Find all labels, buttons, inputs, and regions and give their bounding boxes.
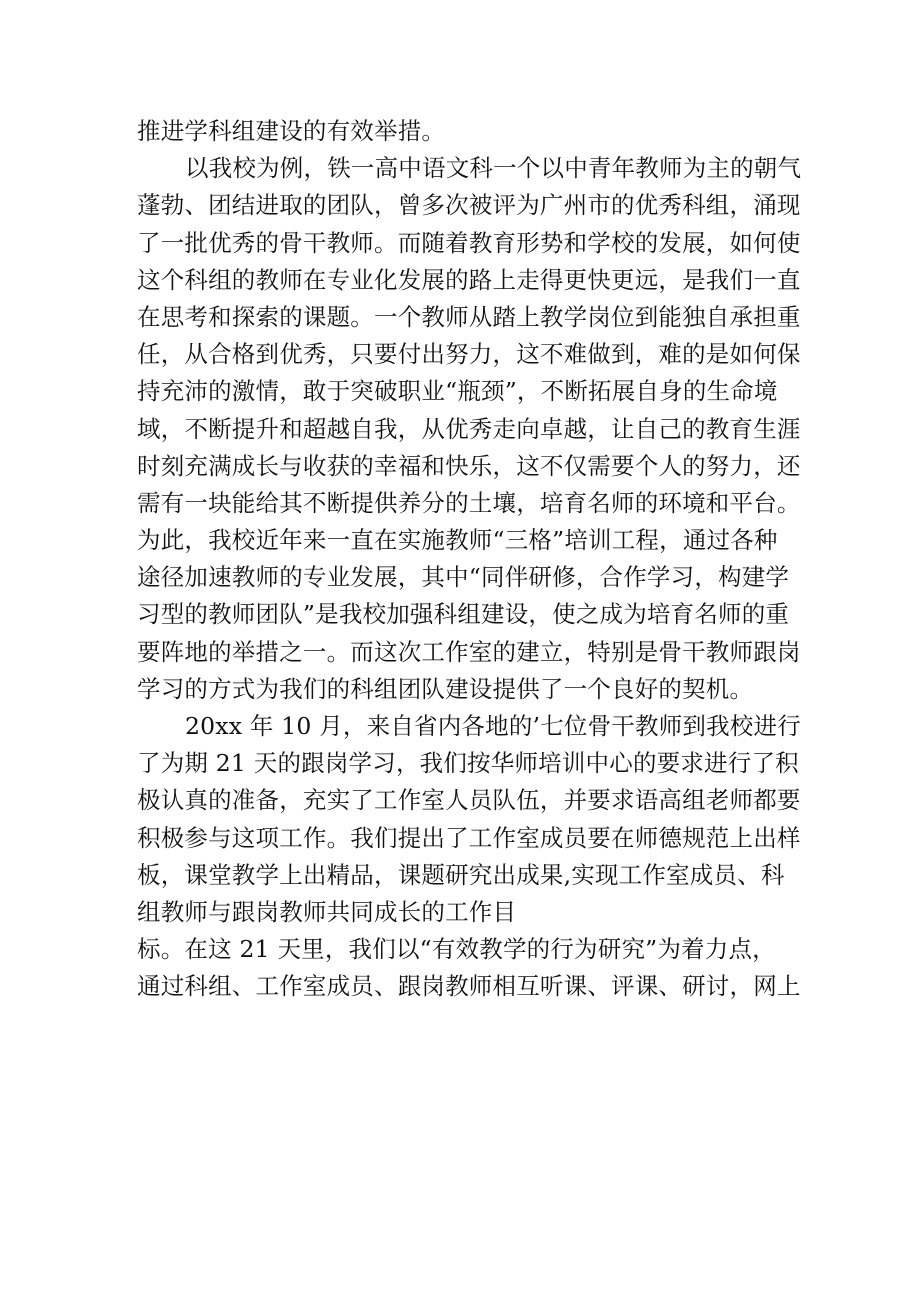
text-line: 极认真的准备，充实了工作室人员队伍，并要求语高组老师都要 <box>137 786 801 815</box>
text-line: 组教师与跟岗教师共同成长的工作目 <box>137 897 517 926</box>
text-line: 要阵地的举措之一。而这次工作室的建立，特别是骨干教师跟岗 <box>137 637 801 666</box>
text-line: 途径加速教师的专业发展，其中“同伴研修，合作学习，构建学 <box>137 563 790 592</box>
text-line: 为此，我校近年来一直在实施教师“三格”培训工程，通过各种 <box>137 526 778 555</box>
text-line: 习型的教师团队”是我校加强科组建设，使之成为培育名师的重 <box>137 600 790 629</box>
text-line: 这个科组的教师在专业化发展的路上走得更快更远，是我们一直 <box>137 265 801 294</box>
text-line: 板，课堂教学上出精品，课题研究出成果,实现工作室成员、科 <box>137 860 785 889</box>
document-body <box>137 113 802 1006</box>
text-line: 在思考和探索的课题。一个教师从踏上教学岗位到能独自承担重 <box>137 302 801 331</box>
paragraph-first-line: 以我校为例，铁一高中语文科一个以中青年教师为主的朝气 <box>185 154 802 183</box>
text-line: 任，从合格到优秀，只要付出努力，这不难做到，难的是如何保 <box>137 340 801 369</box>
text-line: 学习的方式为我们的科组团队建设提供了一个良好的契机。 <box>137 674 754 703</box>
text-line: 持充沛的激情，敢于突破职业“瓶颈”，不断拓展自身的生命境 <box>137 377 778 406</box>
text-line: 了为期 21 天的跟岗学习，我们按华师培训中心的要求进行了积 <box>137 749 799 778</box>
text-line: 时刻充满成长与收获的幸福和快乐，这不仅需要个人的努力，还 <box>137 451 801 480</box>
text-line: 了一批优秀的骨干教师。而随着教育形势和学校的发展，如何使 <box>137 228 801 257</box>
text-line: 积极参与这项工作。我们提出了工作室成员要在师德规范上出样 <box>137 823 801 852</box>
text-line: 通过科组、工作室成员、跟岗教师相互听课、评课、研讨，网上 <box>137 972 801 1001</box>
paragraph-first-line: 20xx 年 10 月，来自省内各地的’七位骨干教师到我校进行 <box>185 712 801 740</box>
text-line: 域，不断提升和超越自我，从优秀走向卓越，让自己的教育生涯 <box>137 414 801 443</box>
text-line: 蓬勃、团结进取的团队，曾多次被评为广州市的优秀科组，涌现 <box>137 191 801 220</box>
text-line: 需有一块能给其不断提供养分的土壤，培育名师的环境和平台。 <box>137 488 801 517</box>
text-line: 推进学科组建设的有效举措。 <box>137 117 446 145</box>
text-line: 标。在这 21 天里，我们以“有效教学的行为研究”为着力点， <box>137 935 776 964</box>
